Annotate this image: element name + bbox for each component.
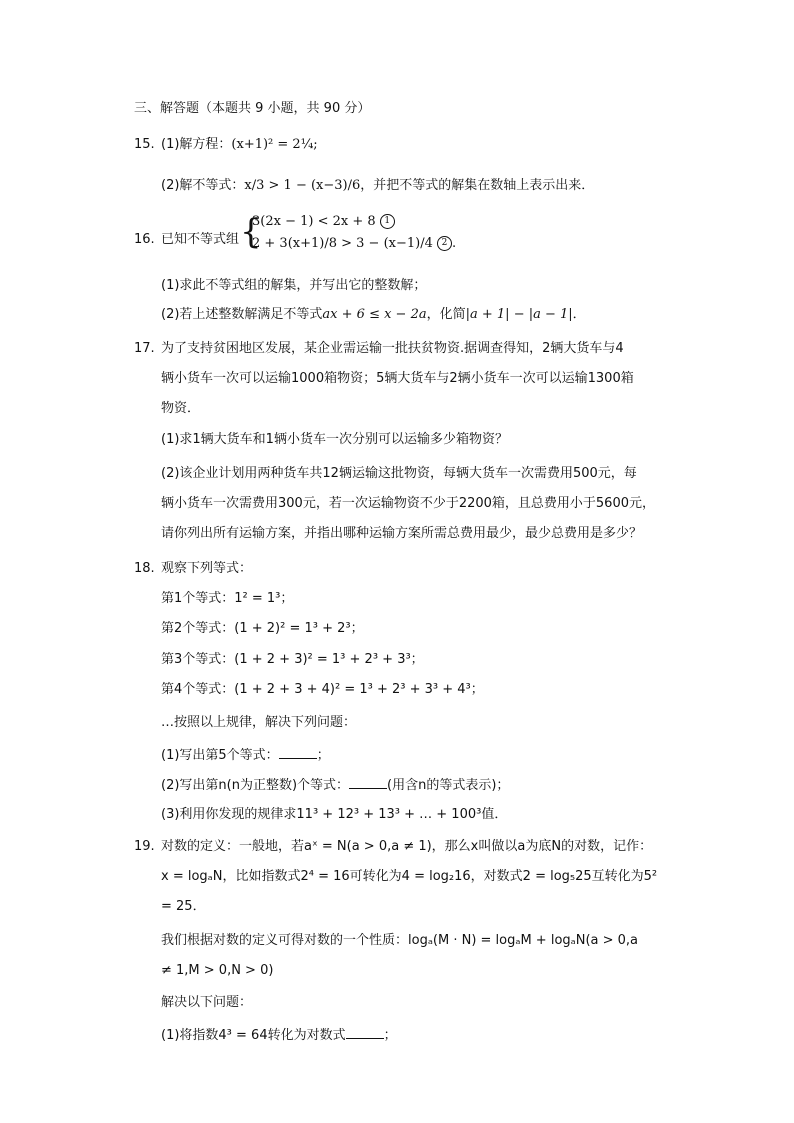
q17-part2-line-1: (2)该企业计划用两种货车共12辆运输这批物资，每辆大货车一次需费用500元，每: [161, 466, 637, 481]
section-title: 三、解答题（本题共 9 小题，共 90 分）: [134, 101, 371, 116]
answer-blank[interactable]: [346, 1026, 384, 1039]
q18-intro: 观察下列等式：: [161, 561, 253, 576]
q18-part2-a: (2)写出第n(n为正整数)个等式：: [161, 778, 350, 793]
q18-equation-1: 第1个等式：1² = 1³；: [161, 591, 294, 606]
q16-part2: [161, 306, 586, 324]
q17-part2-line-2: 辆小货车一次需费用300元，若一次运输物资不少于2200箱，且总费用小于5600元，: [161, 496, 655, 511]
answer-blank[interactable]: [279, 746, 317, 759]
q17-part1: (1)求1辆大货车和1辆小货车一次分别可以运输多少箱物资？: [161, 432, 508, 447]
circled-number-1: 1: [380, 214, 395, 229]
q19-line-1: 对数的定义：一般地，若aˣ = N(a > 0,a ≠ 1)，那么x叫做以a为底N的对数，记作：: [161, 839, 653, 854]
q18-part1-b: ；: [316, 748, 330, 763]
q16-intro: 已知不等式组: [161, 232, 240, 247]
q15-part2-text: ，并把不等式的解集在数轴上表示出来．: [360, 178, 595, 193]
q18-part3: (3)利用你发现的规律求11³ + 12³ + 13³ + … + 100³值．: [161, 807, 508, 822]
q19-line-2: x = logₐN，比如指数式2⁴ = 16可转化为4 = log₂16，对数式2 = log₅25互转化为5²: [161, 869, 658, 884]
q16-part2-c: ．: [572, 307, 586, 322]
q19-line-3: = 25．: [161, 899, 206, 914]
q19-number: 19.: [134, 839, 155, 854]
q19-line-4: 我们根据对数的定义可得对数的一个性质：logₐ(M · N) = logₐM + logₐN(a > 0,a: [161, 933, 639, 948]
q19-line-6: 解决以下问题：: [161, 995, 253, 1010]
q17-line-2: 辆小货车一次可以运输1000箱物资；5辆大货车与2辆小货车一次可以运输1300箱: [161, 371, 634, 386]
q17-number: 17.: [134, 341, 155, 356]
q15-part1-label: (1)解方程：: [161, 137, 232, 152]
q16-inequality-1: [252, 213, 395, 231]
q16-ineq2-text: 2 + 3(x+1)/8 > 3 − (x−1)/4: [252, 236, 433, 251]
q19-line-5: ≠ 1,M > 0,N > 0): [161, 963, 274, 978]
q16-part2-b: ，化简: [426, 307, 466, 322]
q18-equation-2: 第2个等式：(1 + 2)² = 1³ + 2³；: [161, 621, 364, 636]
q18-part1: [161, 746, 330, 765]
q16-number: 16.: [134, 232, 155, 247]
q18-equation-3: 第3个等式：(1 + 2 + 3)² = 1³ + 2³ + 3³；: [161, 652, 424, 667]
q16-part2-inequality: ax + 6 ≤ x − 2a: [322, 307, 427, 322]
q15-part2: [161, 177, 594, 195]
q15-part2-label: (2)解不等式：: [161, 178, 245, 193]
q15-part1-equation: (x+1)² = 2¼;: [231, 137, 318, 152]
q18-part2: [161, 776, 509, 795]
circled-number-2: 2: [437, 236, 452, 251]
q16-inequality-2: 2 + 3(x+1)/8 > 3 − (x−1)/4 2 .: [252, 236, 457, 251]
q16-part2-a: (2)若上述整数解满足不等式: [161, 307, 323, 322]
q17-part2-line-3: 请你列出所有运输方案，并指出哪种运输方案所需总费用最少，最少总费用是多少？: [161, 526, 643, 541]
q17-line-3: 物资．: [161, 401, 201, 416]
q18-equation-4: 第4个等式：(1 + 2 + 3 + 4)² = 1³ + 2³ + 3³ + 4³；: [161, 682, 484, 697]
q17-line-1: 为了支持贫困地区发展，某企业需运输一批扶贫物资.据调查得知，2辆大货车与4: [161, 341, 624, 356]
q19-part1-b: ；: [383, 1028, 397, 1043]
system-brace: {: [240, 212, 262, 252]
q15-part2-inequality: x/3 > 1 − (x−3)/6: [244, 178, 361, 193]
q18-number: 18.: [134, 561, 155, 576]
q18-rule: …按照以上规律，解决下列问题：: [161, 715, 357, 730]
q15-number: 15.: [134, 137, 155, 152]
q16-part1: (1)求此不等式组的解集，并写出它的整数解；: [161, 278, 427, 293]
q16-part2-expression: |a + 1| − |a − 1|: [465, 307, 573, 322]
q19-part1: [161, 1026, 397, 1045]
answer-blank[interactable]: [349, 776, 387, 789]
q18-part1-a: (1)写出第5个等式：: [161, 748, 279, 763]
q16-ineq1-text: 3(2x − 1) < 2x + 8: [252, 214, 376, 229]
q15-part1: [161, 136, 318, 154]
q19-part1-a: (1)将指数4³ = 64转化为对数式: [161, 1028, 346, 1043]
q18-part2-b: (用含n的等式表示)；: [387, 778, 510, 793]
